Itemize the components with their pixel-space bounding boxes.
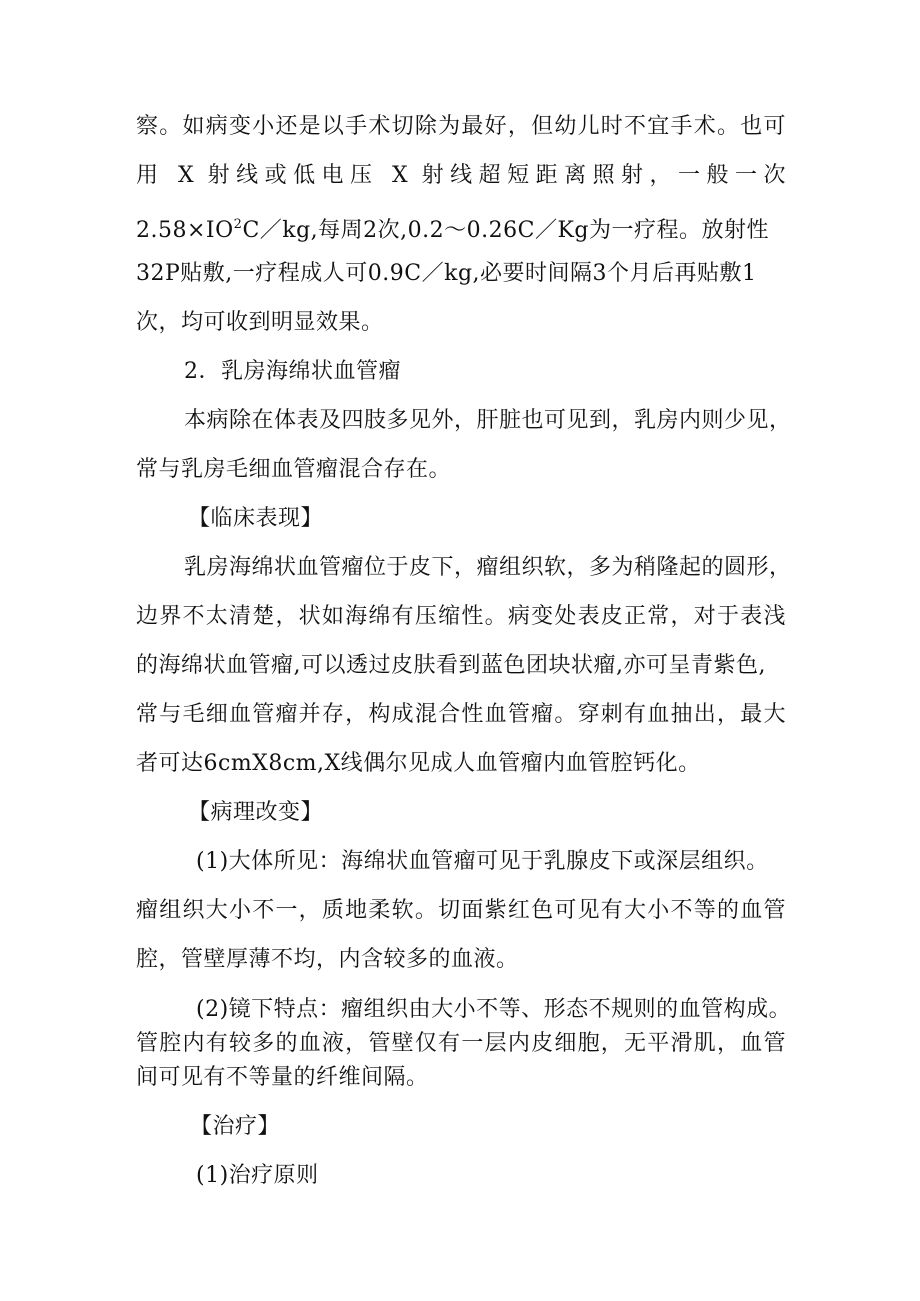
paragraph-3-line-2: 边界不太清楚，状如海绵有压缩性。病变处表皮正常，对于表浅 bbox=[136, 604, 786, 629]
subsection-heading: 2．乳房海绵状血管瘤 bbox=[184, 359, 401, 384]
paragraph-1-line-3-part-b: C／kg,每周2次,0.2～0.26C／Kg为一疗程。放射性 bbox=[242, 218, 769, 243]
paragraph-5-line-2: 管腔内有较多的血液，管壁仅有一层内皮细胞，无平滑肌，血管 bbox=[136, 1031, 786, 1056]
paragraph-3-line-4: 常与毛细血管瘤并存，构成混合性血管瘤。穿刺有血抽出，最大 bbox=[136, 702, 786, 727]
section-heading-clinical: 【临床表现】 bbox=[188, 506, 324, 531]
paragraph-4-line-1: (1)大体所见：海绵状血管瘤可见于乳腺皮下或深层组织。 bbox=[196, 849, 769, 874]
paragraph-1-line-2: 用 X 射线或低电压 X 射线超短距离照射，一般一次 bbox=[136, 163, 786, 188]
paragraph-6-line-1: (1)治疗原则 bbox=[196, 1163, 319, 1188]
paragraph-5-line-3: 间可见有不等量的纤维间隔。 bbox=[136, 1065, 429, 1090]
paragraph-5-line-1: (2)镜下特点：瘤组织由大小不等、形态不规则的血管构成。 bbox=[196, 997, 792, 1022]
paragraph-4-line-2: 瘤组织大小不一，质地柔软。切面紫红色可见有大小不等的血管 bbox=[136, 898, 786, 923]
paragraph-1-line-1: 察。如病变小还是以手术切除为最好，但幼儿时不宜手术。也可 bbox=[136, 114, 786, 139]
paragraph-4-line-3: 腔，管壁厚薄不均，内含较多的血液。 bbox=[136, 947, 519, 972]
section-heading-treatment: 【治疗】 bbox=[190, 1114, 281, 1139]
paragraph-2-line-2: 常与乳房毛细血管瘤混合存在。 bbox=[136, 457, 452, 482]
paragraph-3-line-5: 者可达6cmX8cm,X线偶尔见成人血管瘤内血管腔钙化。 bbox=[136, 751, 701, 776]
paragraph-1-line-3 bbox=[136, 210, 769, 246]
paragraph-1-line-3-part-a: 2.58×IO bbox=[136, 218, 234, 243]
paragraph-1-line-5: 次，均可收到明显效果。 bbox=[136, 310, 384, 335]
paragraph-3-line-3: 的海绵状血管瘤,可以透过皮肤看到蓝色团块状瘤,亦可呈青紫色, bbox=[136, 653, 766, 678]
superscript-exponent: 2 bbox=[233, 217, 243, 232]
paragraph-2-line-1: 本病除在体表及四肢多见外，肝脏也可见到，乳房内则少见， bbox=[184, 408, 792, 433]
paragraph-1-line-4: 32P贴敷,一疗程成人可0.9C／kg,必要时间隔3个月后再贴敷1 bbox=[136, 261, 757, 286]
section-heading-pathology: 【病理改变】 bbox=[188, 800, 324, 825]
paragraph-3-line-1: 乳房海绵状血管瘤位于皮下，瘤组织软，多为稍隆起的圆形， bbox=[184, 555, 792, 580]
